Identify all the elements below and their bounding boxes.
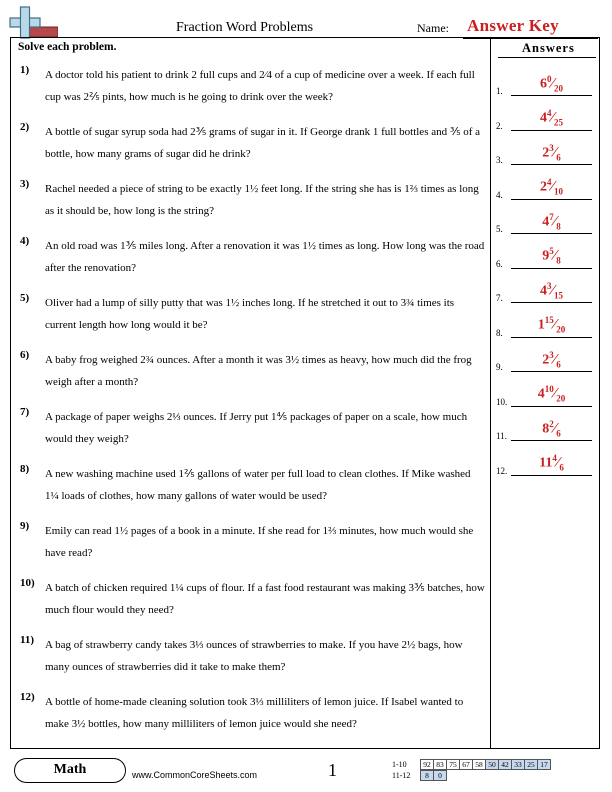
- answer-line: [511, 164, 592, 165]
- question-number: 4): [20, 235, 30, 247]
- question-text: Emily can read 1½ pages of a book in a minute. If she read for 1⅔ minutes, how much would she have read?: [45, 525, 474, 559]
- answer-number: 10.: [496, 396, 508, 407]
- answer-numerator: 7: [549, 211, 554, 222]
- answer-row: [496, 445, 596, 479]
- fraction-slash: ⁄: [553, 385, 557, 402]
- page-number: 1: [328, 760, 337, 780]
- answer-value: [511, 384, 592, 403]
- answer-row: [496, 238, 596, 272]
- question-number: 7): [20, 406, 30, 418]
- answer-value: [511, 315, 592, 334]
- answer-whole: 2: [542, 145, 550, 161]
- answers-title-underline: [498, 57, 596, 58]
- answer-numerator: 4: [546, 177, 552, 188]
- score-cell: 0: [433, 770, 447, 781]
- score-cell: 92: [420, 759, 434, 770]
- name-label: Name:: [417, 21, 449, 35]
- question-text: A new washing machine used 1⅖ gallons of water per full load to clean clothes. If Mike washed 1¼ loads of clothes, how many gallons of water would be used?: [45, 468, 471, 502]
- instructions: Solve each problem.: [18, 41, 117, 53]
- answer-row: [496, 272, 596, 306]
- answer-whole: 4: [542, 214, 550, 230]
- answer-whole: 2: [542, 352, 550, 368]
- answer-number: 8.: [496, 327, 503, 338]
- score-cell: 17: [537, 759, 551, 770]
- answer-numerator: 4: [546, 108, 552, 119]
- question-number: 10): [20, 577, 35, 589]
- answer-denominator: 20: [556, 324, 566, 335]
- page-title: Fraction Word Problems: [176, 20, 314, 35]
- answer-denominator: 6: [556, 359, 561, 369]
- score-cell: 8: [420, 770, 434, 781]
- answer-number: 3.: [496, 155, 503, 165]
- answer-denominator: 8: [556, 255, 561, 266]
- answer-line: [511, 233, 592, 234]
- fraction-slash: ⁄: [551, 178, 554, 195]
- question-text: Rachel needed a piece of string to be exactly 1½ feet long. If the string she has is 1⅔ times as long as it should be, how long is the string?: [45, 183, 479, 217]
- answer-whole: 9: [542, 248, 550, 264]
- answer-whole: 1: [537, 317, 545, 333]
- answer-row: [496, 341, 596, 375]
- answer-number: 1.: [496, 86, 503, 96]
- answer-number: 4.: [496, 189, 503, 200]
- answer-number: 9.: [496, 362, 503, 372]
- answer-line: [511, 130, 592, 131]
- answers-title: Answers: [522, 41, 575, 55]
- answer-row: [496, 100, 596, 134]
- fraction-slash: ⁄: [551, 282, 554, 299]
- answer-denominator: 20: [556, 393, 566, 404]
- answer-line: [511, 199, 592, 200]
- answer-denominator: 6: [556, 152, 561, 162]
- score-range-label: 1-10: [392, 760, 407, 769]
- question-text: A package of paper weighs 2⅓ ounces. If Jerry put 1⅘ packages of paper on a scale, how much would they weigh?: [45, 411, 468, 445]
- score-cell: 25: [524, 759, 538, 770]
- answer-numerator: 5: [549, 246, 554, 257]
- answer-value: [511, 453, 592, 472]
- answer-number: 12.: [496, 465, 508, 476]
- fraction-slash: ⁄: [553, 213, 557, 230]
- answer-whole: 11: [539, 455, 553, 471]
- fraction-slash: ⁄: [553, 316, 557, 333]
- answer-value: [511, 212, 592, 231]
- answer-row: [496, 203, 596, 237]
- question-text: A doctor told his patient to drink 2 full cups and 2⁄4 of a cup of medicine over a week. If each full cup was 2⅖ pints, how much is he going to drink over the week?: [45, 69, 475, 103]
- answer-denominator: 20: [554, 83, 563, 93]
- answer-line: [511, 475, 592, 476]
- answer-whole: 2: [539, 179, 547, 195]
- answer-numerator: 3: [549, 349, 554, 360]
- answer-value: [511, 281, 592, 300]
- answer-denominator: 15: [554, 290, 563, 300]
- answer-row: [496, 65, 596, 99]
- answer-value: [511, 143, 592, 162]
- answer-number: 5.: [496, 224, 503, 234]
- answer-number: 11.: [496, 431, 507, 441]
- answer-line: [511, 371, 592, 372]
- answer-denominator: 6: [559, 462, 564, 473]
- score-cell: 33: [511, 759, 525, 770]
- answer-denominator: 6: [556, 428, 561, 438]
- question-text: Oliver had a lump of silly putty that was 1½ inches long. If he stretched it out to 3¾ times its current length how long would it be?: [45, 297, 455, 331]
- question-text: A bag of strawberry candy takes 3⅓ ounces of strawberries to make. If you have 2½ bags, how many ounces of strawberries did it take to make them?: [45, 639, 463, 673]
- answer-whole: 4: [537, 386, 545, 402]
- fraction-slash: ⁄: [551, 109, 554, 126]
- question-number: 12): [20, 691, 35, 703]
- answer-value: [511, 419, 592, 438]
- question-number: 1): [20, 64, 30, 76]
- answers-divider: [490, 37, 491, 749]
- question-text: A baby frog weighed 2¾ ounces. After a month it was 3½ times as heavy, how much did the frog weigh after a month?: [45, 354, 472, 388]
- answer-value: [511, 177, 592, 196]
- answer-number: 2.: [496, 120, 503, 131]
- answer-whole: 4: [539, 283, 547, 299]
- answer-line: [511, 268, 592, 269]
- answer-line: [511, 406, 592, 407]
- score-cell: 83: [433, 759, 447, 770]
- question-number: 5): [20, 292, 30, 304]
- score-cell: 50: [485, 759, 499, 770]
- score-cell: 58: [472, 759, 486, 770]
- answer-whole: 4: [539, 110, 547, 126]
- question-text: A batch of chicken required 1¼ cups of flour. If a fast food restaurant was making 3⅗ batches, how much flour would they need?: [45, 582, 485, 616]
- fraction-slash: ⁄: [553, 420, 557, 437]
- answer-numerator: 2: [549, 418, 554, 429]
- answer-row: [496, 307, 596, 341]
- answer-numerator: 10: [544, 384, 554, 395]
- question-number: 8): [20, 463, 30, 475]
- answer-whole: 6: [539, 76, 547, 92]
- fraction-slash: ⁄: [553, 144, 557, 161]
- answer-value: [511, 350, 592, 369]
- answer-numerator: 3: [549, 142, 554, 153]
- answer-line: [511, 440, 592, 441]
- question-number: 9): [20, 520, 30, 532]
- fraction-slash: ⁄: [551, 75, 554, 92]
- score-range-label: 11-12: [392, 771, 411, 780]
- question-number: 2): [20, 121, 30, 133]
- question-text: A bottle of home-made cleaning solution took 3⅓ milliliters of lemon juice. If Isabel wanted to make 3½ bottles, how many milliliters of lemon juice would she need?: [45, 696, 464, 730]
- subject-badge: Math: [14, 758, 126, 783]
- answer-number: 6.: [496, 258, 503, 269]
- answer-numerator: 3: [546, 280, 552, 291]
- answer-value: [511, 74, 592, 93]
- answer-denominator: 10: [554, 186, 563, 197]
- answer-numerator: 0: [546, 73, 552, 84]
- score-cell: 67: [459, 759, 473, 770]
- answer-line: [511, 95, 592, 96]
- answer-row: [496, 169, 596, 203]
- question-text: A bottle of sugar syrup soda had 2⅗ grams of sugar in it. If George drank 1 full bottles and ⅗ of a bottle, how many grams of sugar did he drink?: [45, 126, 481, 160]
- fraction-slash: ⁄: [553, 351, 557, 368]
- question-text: An old road was 1⅗ miles long. After a renovation it was 1½ times as long. How long was the road after the renovation?: [45, 240, 485, 274]
- answer-number: 7.: [496, 293, 503, 303]
- question-number: 6): [20, 349, 30, 361]
- answer-denominator: 25: [554, 117, 563, 128]
- site-url: www.CommonCoreSheets.com: [132, 770, 258, 780]
- answer-numerator: 15: [544, 315, 554, 326]
- answer-value: [511, 246, 592, 265]
- answer-row: [496, 134, 596, 168]
- answer-row: [496, 410, 596, 444]
- score-cell: 75: [446, 759, 460, 770]
- fraction-slash: ⁄: [553, 247, 557, 264]
- answer-line: [511, 337, 592, 338]
- answer-whole: 8: [542, 421, 550, 437]
- question-number: 11): [20, 634, 35, 646]
- answer-row: [496, 376, 596, 410]
- answer-numerator: 4: [552, 453, 557, 464]
- question-number: 3): [20, 178, 30, 190]
- answer-value: [511, 108, 592, 127]
- score-cell: 42: [498, 759, 512, 770]
- fraction-slash: ⁄: [556, 454, 560, 471]
- answer-key-label: Answer Key: [467, 16, 559, 35]
- answer-line: [511, 302, 592, 303]
- answer-denominator: 8: [556, 221, 561, 231]
